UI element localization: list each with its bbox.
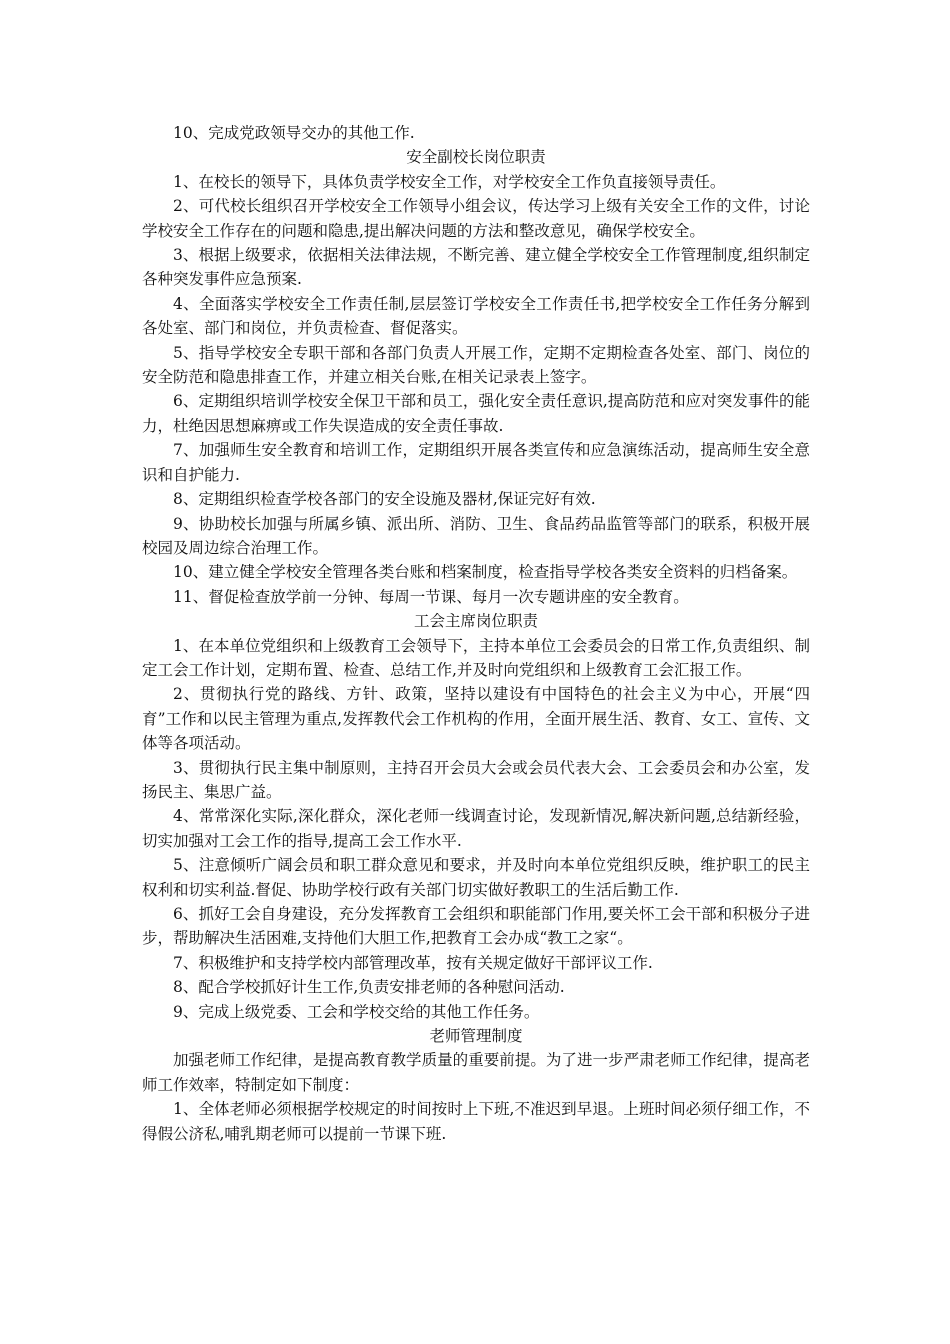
paragraph: 3、根据上级要求，依据相关法律法规，不断完善、建立健全学校安全工作管理制度,组织制定各种突发事件应急预案. — [142, 246, 810, 289]
paragraph: 1、在本单位党组织和上级教育工会领导下，主持本单位工会委员会的日常工作,负责组织、制定工会工作计划，定期布置、检查、总结工作,并及时向党组织和上级教育工会汇报工作。 — [142, 636, 810, 679]
paragraph: 7、加强师生安全教育和培训工作，定期组织开展各类宣传和应急演练活动，提高师生安全意识和自护能力. — [142, 441, 810, 484]
paragraph: 10、完成党政领导交办的其他工作. — [173, 124, 415, 142]
paragraph: 4、全面落实学校安全工作责任制,层层签订学校安全工作责任书,把学校安全工作任务分解到各处室、部门和岗位，并负责检查、督促落实。 — [142, 294, 810, 338]
paragraph: 8、定期组织检查学校各部门的安全设施及器材,保证完好有效. — [173, 490, 596, 509]
paragraph: 2、可代校长组织召开学校安全工作领导小组会议，传达学习上级有关安全工作的文件，讨论学校安全工作存在的问题和隐患,提出解决问题的方法和整改意见，确保学校安全。 — [142, 197, 810, 240]
paragraph: 3、贯彻执行民主集中制原则，主持召开会员大会或会员代表大会、工会委员会和办公室，发扬民主、集思广益。 — [142, 758, 810, 801]
paragraph: 11、督促检查放学前一分钟、每周一节课、每月一次专题讲座的安全教育。 — [173, 587, 689, 606]
paragraph: 9、协助校长加强与所属乡镇、派出所、消防、卫生、食品药品监管等部门的联系，积极开展校园及周边综合治理工作。 — [142, 514, 810, 557]
section-title-safety: 安全副校长岗位职责 — [406, 148, 546, 167]
paragraph: 1、全体老师必须根据学校规定的时间按时上下班,不准迟到早退。上班时间必须仔细工作，不得假公济私,哺乳期老师可以提前一节课下班. — [142, 1100, 810, 1143]
document-body — [142, 121, 810, 1146]
paragraph: 4、常常深化实际,深化群众，深化老师一线调查讨论，发现新情况,解决新问题,总结新经验，切实加强对工会工作的指导,提高工会工作水平. — [142, 807, 810, 850]
paragraph: 7、积极维护和支持学校内部管理改革，按有关规定做好干部评议工作. — [173, 953, 653, 972]
paragraph: 8、配合学校抓好计生工作,负责安排老师的各种慰问活动. — [173, 978, 565, 997]
paragraph: 加强老师工作纪律，是提高教育教学质量的重要前提。为了进一步严肃老师工作纪律，提高老师工作效率，特制定如下制度： — [142, 1051, 810, 1094]
paragraph: 6、抓好工会自身建设，充分发挥教育工会组织和职能部门作用,要关怀工会干部和积极分子进步，帮助解决生活困难,支持他们大胆工作,把教育工会办成“教工之家“。 — [142, 905, 810, 948]
paragraph: 9、完成上级党委、工会和学校交给的其他工作任务。 — [173, 1002, 540, 1021]
paragraph: 6、定期组织培训学校安全保卫干部和员工，强化安全责任意识,提高防范和应对突发事件的能力，杜绝因思想麻痹或工作失误造成的安全责任事故. — [142, 392, 810, 435]
paragraph: 5、注意倾听广阔会员和职工群众意见和要求，并及时向本单位党组织反映，维护职工的民主权利和切实利益.督促、协助学校行政有关部门切实做好教职工的生活后勤工作. — [142, 856, 810, 899]
section-title-teacher: 老师管理制度 — [429, 1027, 523, 1046]
paragraph: 1、在校长的领导下，具体负责学校安全工作，对学校安全工作负直接领导责任。 — [173, 172, 726, 191]
paragraph: 10、建立健全学校安全管理各类台账和档案制度，检查指导学校各类安全资料的归档备案。 — [173, 563, 798, 582]
paragraph: 2、贯彻执行党的路线、方针、政策，坚持以建设有中国特色的社会主义为中心，开展“四育”工作和以民主管理为重点,发挥教代会工作机构的作用，全面开展生活、教育、女工、宣传、文体等各项活动。 — [142, 685, 810, 753]
section-title-union: 工会主席岗位职责 — [413, 612, 538, 631]
paragraph: 5、指导学校安全专职干部和各部门负责人开展工作，定期不定期检查各处室、部门、岗位的安全防范和隐患排查工作，并建立相关台账,在相关记录表上签字。 — [142, 343, 810, 387]
